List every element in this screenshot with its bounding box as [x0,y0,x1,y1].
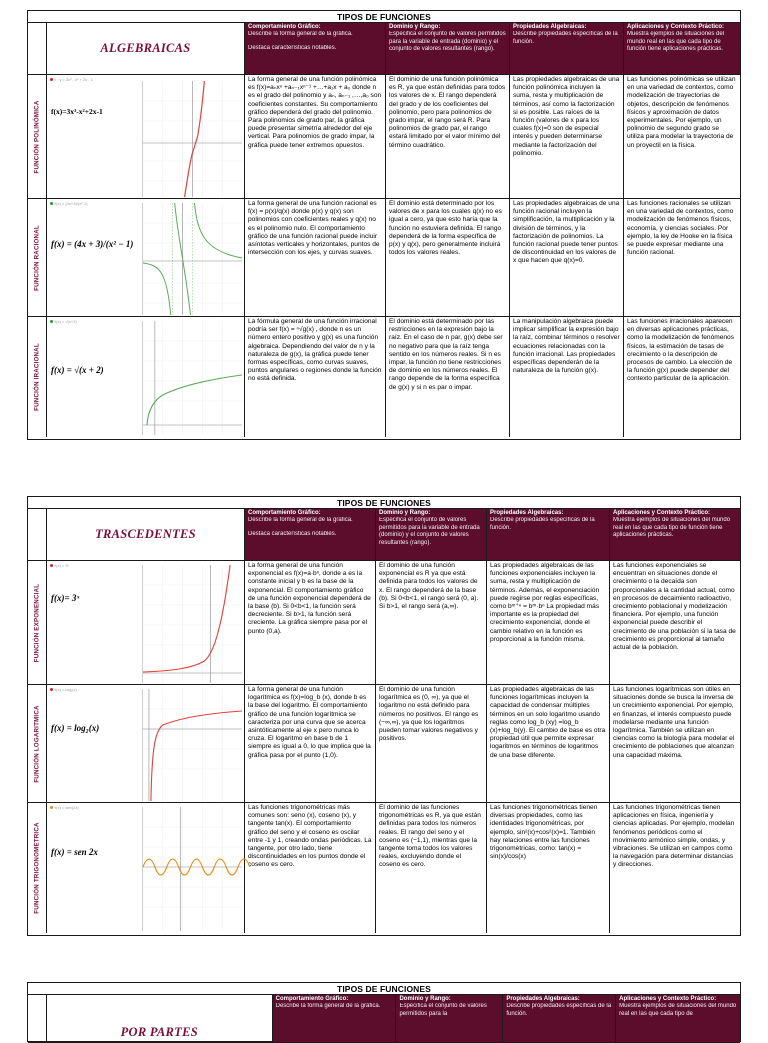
table-header [28,23,740,75]
side-label: FUNCIÓN RACIONAL [33,224,41,291]
row-polinomica [28,75,740,199]
series-dot-icon [50,202,53,205]
cell-dominio: El dominio está determinado por los valores de x para los cuales q(x) no es igual a cero, ya que esto haría que la función no estuviera definida. El rango dependerá de la forma específica de p(x) y q(x), pero generalmente incluirá todos los valores reales. [386,199,510,316]
cell-dominio: El dominio está determinado por las restricciones en la expresión bajo la raíz. En el caso de n par, g(x) debe ser no negativo para que la raíz tenga sentido en los números reales. Si n es impar, la función no tiene restricciones de dominio en los números reales. El rango depende de la forma específica de g(x) y si n es par o impar. [386,317,510,437]
cell-dominio: El dominio de una función exponencial es R ya que está definida para todos los valores de x. El rango dependerá de la base (b). Si 0<b<1, el rango será (0, a). Si b>1, el rango será (a,∞). [376,561,487,684]
series-dot-icon [50,78,53,81]
cell-grafico: La forma general de una función exponencial es f(x)=a·bˣ, donde a es la constante inicial y b es la base de la exponencial. El comportamiento gráfico de una función exponencial dependerá de la base (b). Si 0<b<1, la función será decreciente. Si b>1, la función será creciente. La gráfica siempre pasa por el punto (0,a). [245,561,376,684]
category-title: POR PARTES [47,995,273,1042]
header-propiedades: Propiedades Algebraicas: Describe propiedades específicas de la función. [503,995,616,1042]
cell-grafico: La forma general de una función logarítmica es f(x)=log_b (x), donde b es la base del logaritmo. El comportamiento gráfico de una función logarítmica se caracteriza por una curva que se acerca asintóticamente al eje x pero nunca lo cruza. El logaritmo en base b de 1 siempre es igual a 0, lo que implica que la gráfica pasa por el punto (1,0). [245,685,376,802]
side-label: FUNCIÓN TRIGONOMETRICA [33,822,41,914]
cell-aplicaciones: Las funciones polinómicas se utilizan en una variedad de contextos, como modelización de trayectorias de objetos, descripción de fenómenos físicos y aproximación de datos experimentales. Por ejemplo, un polinomio de segundo grado se utiliza para modelar la trayectoria de un proyectil en la física. [627,76,736,149]
header-dominio: Dominio y Rango: Especifica el conjunto de valores permitidos para la [396,995,503,1042]
cell-grafico: La forma general de una función racional es f(x) = p(x)/q(x) donde p(x) y q(x) son polinomios con coeficientes reales y q(x) no es el polinomio nulo. El comportamiento gráfico de una función racional puede incluir asíntotas verticales y horizontales, puntos de intersección con los ejes, y curvas suaves. [245,199,386,316]
series-dot-icon [50,806,53,809]
header-aplicaciones: Aplicaciones y Contexto Práctico: Muestra ejemplos de situaciones del mundo real en las que cada tipo de función tiene aplicaciones prácticas. [624,23,740,74]
table-title: TIPOS DE FUNCIONES [28,11,740,23]
cell-grafico: La fórmula general de una función irracional podría ser f(x) = ⁿ√g(x) , donde n es un número entero positivo y g(x) es una función algebraica. Dependiendo del valor de n y la naturaleza de g(x), la gráfica puede tener formas específicas, como curvas suaves, puntos angulares o regiones donde la función no está definida. [245,317,386,437]
category-title: ALGEBRAICAS [47,23,245,74]
header-propiedades: Propiedades Algebraicas: Describe propiedades específicas de la función. [487,509,610,560]
function-formula: f(x)= 3ˣ [51,593,80,603]
graph-toolbar: f : y = 3x³ - x² + 2x - 1 [50,77,93,82]
cell-aplicaciones: Las funciones racionales se utilizan en una variedad de contextos, como modelización de fenómenos físicos, economía, y ciencias sociales. Por ejemplo, la ley de Hooke en la física se puede expresar mediante una función racional. [627,200,734,257]
row-irracional [28,317,740,437]
table-header [28,995,740,1043]
cell-dominio: El dominio de las funciones trigonométricas es R, ya que están definidas para todos los números reales. El rango del seno y el coseno es (−1,1), mientras que la tangente toma todos los valores reales, excluyendo donde el coseno es cero. [376,803,487,933]
cell-propiedades: Las propiedades algebraicas de las funciones exponenciales incluyen la suma, resta y multiplicación de términos. Además, el exponenciación puede regirse por reglas específicas, como bᵐ⁺ⁿ = bᵐ·bⁿ La propiedad más importante es la propiedad del crecimiento exponencial, donde el cambio relativo en la función es proporcional a la función misma. [487,561,610,684]
side-label: FUNCIÓN IRACIONAL [33,343,41,411]
table-header [28,509,740,561]
function-formula: f(x) = log₂(x) [51,723,100,733]
header-dominio: Dominio y Rango: Especifica el conjunto de valores permitidos para la variable de entrada (dominio) y el conjunto de valores resultantes (rango). [376,509,487,560]
function-formula: f(x) = (4x + 3)/(x² − 1) [51,239,134,249]
graph-toolbar: f(x) = 3ˣ [50,563,69,568]
header-propiedades: Propiedades Algebraicas: Describe propiedades específicas de la función. [510,23,624,74]
graph-toolbar: f(x) = √(x+2) [50,319,77,324]
header-dominio: Dominio y Rango: Especifica el conjunto de valores permitidos para la variable de entrada (dominio) y el conjunto de valores resultantes (rango). [386,23,510,74]
table-por-partes [27,982,741,1042]
category-title: TRASCEDENTES [47,509,245,560]
cell-grafico: Las funciones trigonométricas más comunes son: seno (x), coseno (x), y tangente tan(x). El comportamiento gráfico del seno y el coseno es oscilar entre -1 y 1, creando ondas periódicas. La tangente, por otro lado, tiene discontinuidades en los puntos donde el coseno es cero. [245,803,376,933]
header-grafico: Comportamiento Gráfico: Describe la forma general de la gráfica. [273,995,397,1042]
graph-trigonometrica [142,807,242,931]
graph-irracional [142,321,242,435]
cell-dominio: El dominio de una función logarítmica es (0, ∞), ya que el logaritmo no está definido para números no positivos. El rango es (−∞,∞), ya que los logaritmos pueden tomar valores negativos y positivos. [376,685,487,802]
cell-propiedades: Las propiedades algebraicas de una función polinómica incluyen la suma, resta y multiplicación de términos, así como la factorización si es posible. Las raíces de la función (valores de x para los cuales f(x)=0 son de especial interés y pueden determinarse mediante la factorización del polinomio. [510,75,624,198]
row-trigonometrica [28,803,740,933]
cell-propiedades: Las propiedades algebraicas de las funciones logarítmicas incluyen la capacidad de condensar múltiples términos en un solo logaritmo usando reglas como log_b (xy) =log_b (x)+log_b(y). El cambio de base es otra propiedad útil que permite expresar logaritmos en términos de logaritmos de una base diferente. [487,685,610,802]
cell-propiedades: La manipulación algebraica puede implicar simplificar la expresión bajo la raíz, combinar términos o resolver ecuaciones relacionadas con la función irracional. Las propiedades específicas dependerán de la naturaleza de la función g(x). [510,317,624,437]
table-title: TIPOS DE FUNCIONES [28,497,740,509]
header-aplicaciones: Aplicaciones y Contexto Práctico: Muestra ejemplos de situaciones del mundo real en las que cada tipo de función tiene aplicaciones prácticas. [610,509,740,560]
row-racional [28,199,740,317]
graph-exponencial [142,565,242,683]
function-formula: f(x) = √(x + 2) [51,365,104,375]
row-exponencial [28,561,740,685]
header-grafico: Comportamiento Gráfico: Describe la forma general de la gráfica. Destaca características notables. [245,509,376,560]
graph-toolbar: f(x) = sen(2x) [50,805,79,810]
table-trascedentes [27,496,741,936]
series-dot-icon [50,320,53,323]
cell-aplicaciones: Las funciones logarítmicas son útiles en situaciones donde se busca la inversa de un crecimiento exponencial. Por ejemplo, en finanzas, el interés compuesto puede modelarse mediante una función logarítmica. También se utilizan en ciencias como la biología para modelar el crecimiento de poblaciones que alcanzan una capacidad máxima. [613,686,735,759]
series-dot-icon [50,688,53,691]
function-formula: f(x)=3x³-x²+2x-1 [51,107,103,116]
cell-propiedades: Las funciones trigonométricas tienen diversas propiedades, como las identidades trigonométricas, por ejemplo, sin²(x)+cos²(x)=1. También hay relaciones entre las funciones trigonométricas, como: tan(x) = sin(x)/cos(x) [487,803,610,933]
header-aplicaciones: Aplicaciones y Contexto Práctico: Muestra ejemplos de situaciones del mundo real en las que cada tipo de [616,995,740,1042]
table-title: TIPOS DE FUNCIONES [28,983,740,995]
graph-toolbar: f(x) = log₂(x) [50,687,77,692]
table-algebraicas [27,10,741,440]
header-grafico: Comportamiento Gráfico: Describe la forma general de la gráfica. Destaca características notables. [245,23,386,74]
cell-propiedades: Las propiedades algebraicas de una función racional incluyen la simplificación, la multiplicación y la división de términos, y la factorización de polinomios. La función racional puede tener puntos de discontinuidad en los valores de x que hacen que q(x)=0. [510,199,624,316]
cell-dominio: El dominio de una función polinómica es R, ya que están definidas para todos los valores de x. El rango dependerá del grado y de los coeficientes del polinomio, pero para polinomios de grado impar, el rango será R. Para polinomios de grado par, el rango estará limitado por el valor mínimo del término cuadrático. [386,75,510,198]
cell-grafico: La forma general de una función polinómica es f(x)=aₙxⁿ +aₙ₋₁xⁿ⁻¹ +…+a₁x + a₀ donde n es el grado del polinomio y aₙ, aₙ₋₁ ,…,a₀ son coeficientes constantes. Su comportamiento gráfico dependerá del grado del polinomio. Para polinomios de grado par, la gráfica puede presentar simetría alrededor del eje vertical. Para polinomios de grado impar, la gráfica puede tener extremos opuestos. [245,75,386,198]
side-label: FUNCIÓN EXPONENCIAL [33,583,41,662]
cell-aplicaciones: Las funciones irracionales aparecen en diversas aplicaciones prácticas, como la modelización de fenómenos físicos, la estimación de tasas de crecimiento o la descripción de procesos de cambio. La elección de la función g(x) puede depender del contexto particular de la aplicación. [627,318,735,383]
graph-racional [142,203,242,315]
cell-aplicaciones: Las funciones exponenciales se encuentran en situaciones donde el crecimiento o la decaída son proporcionales a la cantidad actual, como en procesos de decaimiento radioactivo, crecimiento poblacional y modelización financiera. Por ejemplo, una función exponencial puede describir el crecimiento de una población si la tasa de crecimiento es proporcional al tamaño actual de la población. [613,562,736,652]
side-label: FUNCIÓN POLINÓMICA [33,99,41,174]
graph-logaritmica [142,689,242,801]
series-dot-icon [50,564,53,567]
row-logaritmica [28,685,740,803]
cell-aplicaciones: Las funciones trigonométricas tienen aplicaciones en física, ingeniería y ciencias aplicadas. Por ejemplo, modelan fenómenos periódicos como el movimiento armónico simple, ondas, y vibraciones. Se utilizan en campos como la navegación para determinar distancias y direcciones. [613,804,735,869]
side-label: FUNCIÓN LOGARITMICA [33,704,41,783]
graph-polinomica [142,81,242,197]
graph-toolbar: f(x) = (4x+3)/(x²-1) [50,201,87,206]
function-formula: f(x) = sen 2x [51,847,98,857]
